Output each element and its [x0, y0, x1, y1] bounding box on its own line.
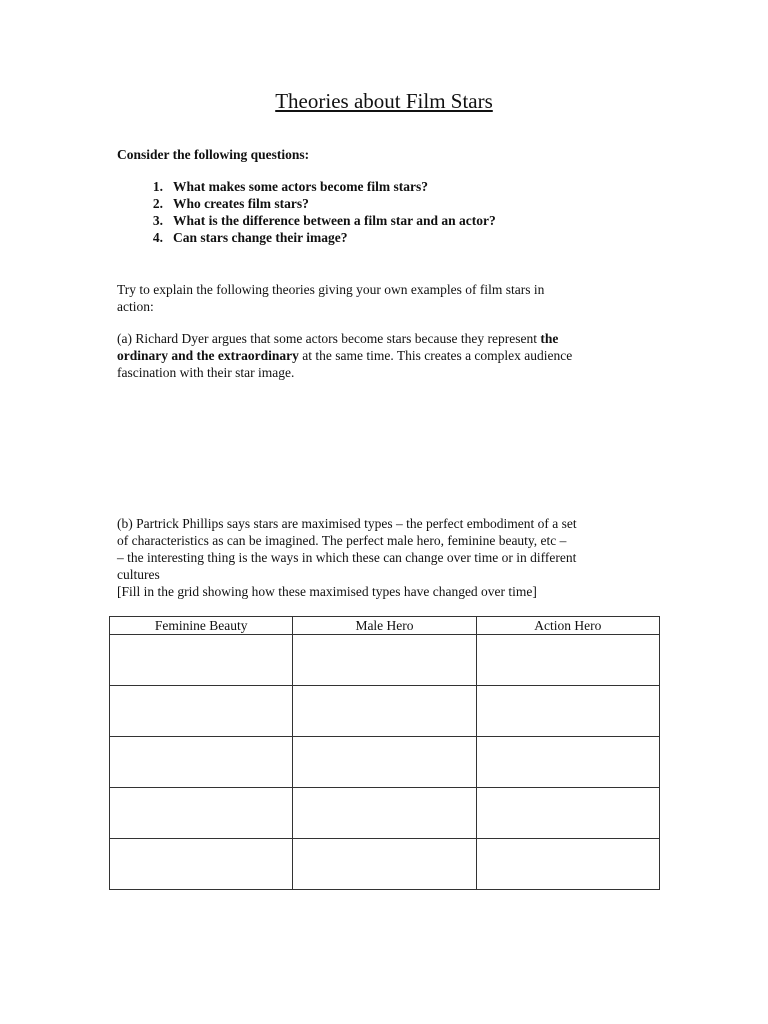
paragraph-text: at the same time. This creates a complex audience [298, 348, 573, 363]
question-number: 3. [152, 213, 163, 228]
table-row [110, 839, 660, 890]
paragraph-line: – the interesting thing is the ways in which these can change over time or in different [117, 550, 577, 565]
table-cell[interactable] [476, 635, 659, 686]
table-cell[interactable] [293, 686, 476, 737]
paragraph-line: cultures [117, 567, 160, 582]
phillips-paragraph [117, 515, 657, 600]
paragraph-line: fascination with their star image. [117, 365, 295, 380]
list-item [117, 212, 717, 229]
table-cell[interactable] [476, 737, 659, 788]
dyer-paragraph [117, 330, 657, 381]
table-cell[interactable] [110, 686, 293, 737]
emphasis-text: ordinary and the extraordinary [117, 348, 299, 363]
table-row [110, 737, 660, 788]
question-text: Can stars change their image? [173, 230, 348, 245]
list-item [117, 229, 717, 246]
table-cell[interactable] [476, 686, 659, 737]
table-cell[interactable] [293, 737, 476, 788]
table-row [110, 686, 660, 737]
question-number: 1. [152, 179, 163, 194]
paragraph-line: Try to explain the following theories giving your own examples of film stars in [117, 282, 545, 297]
paragraph-line [117, 347, 657, 364]
maximised-types-grid [109, 616, 660, 890]
question-text: Who creates film stars? [173, 196, 309, 211]
instructions-paragraph [117, 281, 657, 315]
question-text: What is the difference between a film star and an actor? [173, 213, 496, 228]
table-row [110, 788, 660, 839]
table-cell[interactable] [110, 788, 293, 839]
table-header-row [110, 617, 660, 635]
table-cell[interactable] [110, 737, 293, 788]
list-item [117, 178, 717, 195]
table-cell[interactable] [476, 839, 659, 890]
column-header-feminine-beauty: Feminine Beauty [110, 617, 293, 635]
column-header-male-hero: Male Hero [293, 617, 476, 635]
paragraph-text: (a) Richard Dyer argues that some actors become stars because they represent [117, 331, 541, 346]
paragraph-line: action: [117, 299, 154, 314]
paragraph-line [117, 330, 657, 347]
question-number: 2. [152, 196, 163, 211]
emphasis-text: the [540, 331, 559, 346]
column-header-action-hero: Action Hero [476, 617, 659, 635]
question-text: What makes some actors become film stars? [173, 179, 428, 194]
table-cell[interactable] [293, 788, 476, 839]
table-cell[interactable] [476, 788, 659, 839]
page-title: Theories about Film Stars [275, 89, 493, 113]
table-row [110, 635, 660, 686]
paragraph-line: of characteristics as can be imagined. The perfect male hero, feminine beauty, etc – [117, 533, 567, 548]
list-item [117, 195, 717, 212]
paragraph-line: (b) Partrick Phillips says stars are maximised types – the perfect embodiment of a set [117, 516, 577, 531]
questions-list [117, 178, 717, 246]
table-cell[interactable] [293, 635, 476, 686]
table-cell[interactable] [293, 839, 476, 890]
questions-intro: Consider the following questions: [117, 147, 310, 162]
paragraph-line: [Fill in the grid showing how these maximised types have changed over time] [117, 584, 537, 599]
table-cell[interactable] [110, 635, 293, 686]
table-cell[interactable] [110, 839, 293, 890]
question-number: 4. [152, 230, 163, 245]
